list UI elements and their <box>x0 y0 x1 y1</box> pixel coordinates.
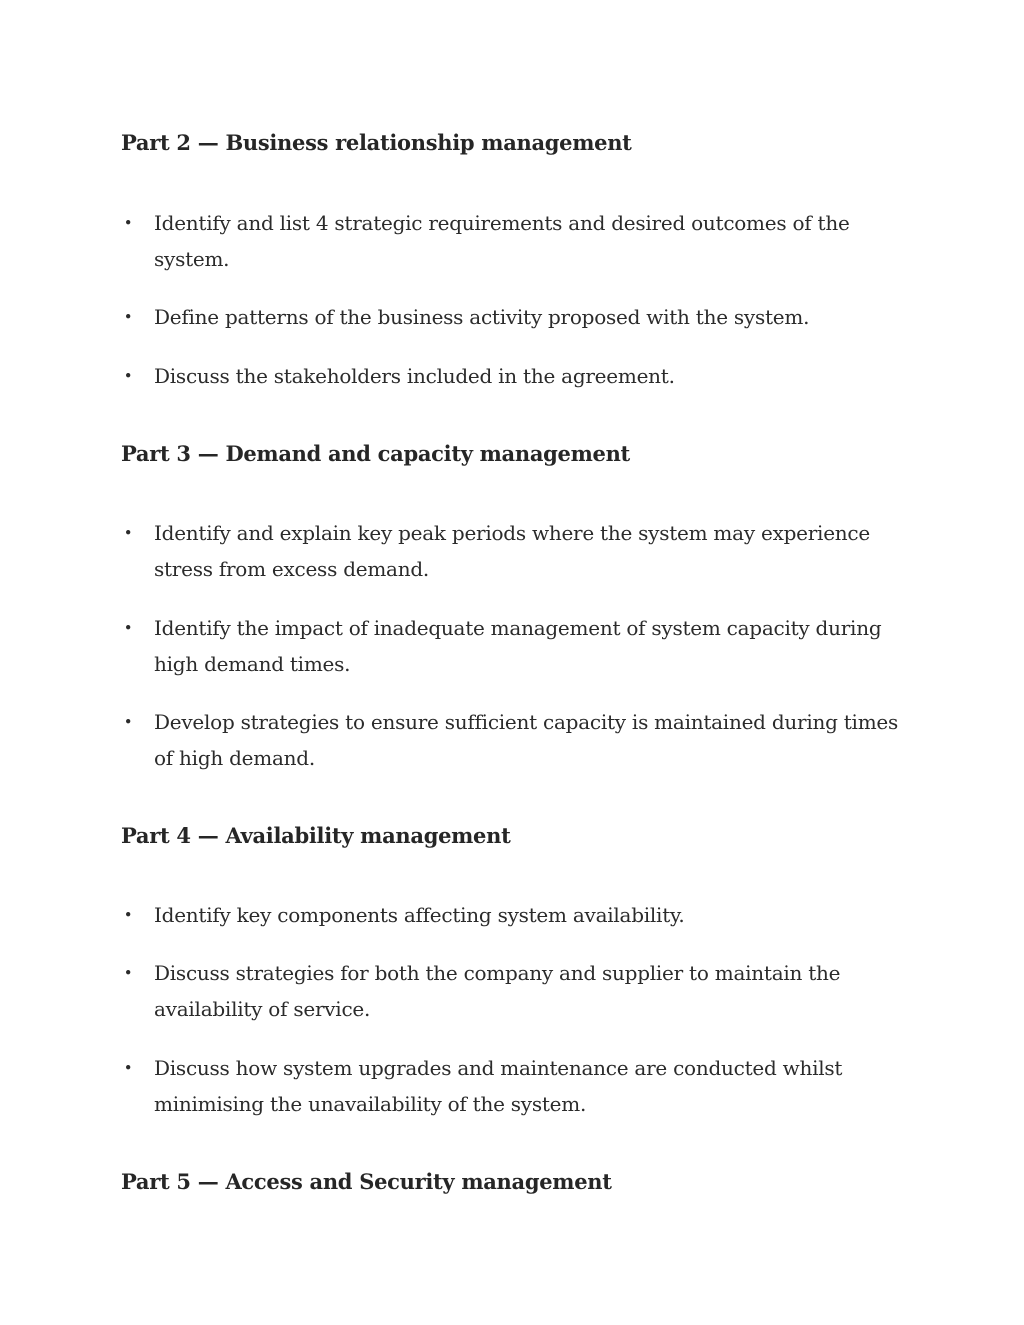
section-heading-part-4: Part 4 — Availability management <box>121 823 511 848</box>
list-item <box>121 205 901 277</box>
list-item-text: Develop strategies to ensure sufficient capacity is maintained during times of high demand. <box>154 710 899 770</box>
list-item-text: Define patterns of the business activity proposed with the system. <box>154 305 810 329</box>
bullet-icon: • <box>123 964 133 982</box>
bullet-icon: • <box>123 367 133 385</box>
list-item <box>121 299 901 335</box>
bullet-icon: • <box>123 906 133 924</box>
list-item-text: Discuss how system upgrades and maintenance are conducted whilst minimising the unavailability of the system. <box>154 1056 843 1116</box>
list-item-text: Identify and list 4 strategic requirements and desired outcomes of the system. <box>154 211 850 271</box>
list-item-text: Discuss the stakeholders included in the agreement. <box>154 364 675 388</box>
list-item-text: Identify and explain key peak periods where the system may experience stress from excess demand. <box>154 521 870 581</box>
list-item <box>121 610 901 682</box>
list-item <box>121 1050 901 1122</box>
bullet-icon: • <box>123 713 133 731</box>
bullet-icon: • <box>123 308 133 326</box>
list-item <box>121 704 901 776</box>
section-heading-part-2: Part 2 — Business relationship management <box>121 130 632 155</box>
section-heading-part-5: Part 5 — Access and Security management <box>121 1169 612 1194</box>
bullet-icon: • <box>123 619 133 637</box>
bullet-icon: • <box>123 524 133 542</box>
list-item <box>121 358 901 394</box>
bullet-icon: • <box>123 1059 133 1077</box>
list-item <box>121 515 901 587</box>
list-item-text: Discuss strategies for both the company and supplier to maintain the availability of service. <box>154 961 841 1021</box>
list-item-text: Identify key components affecting system availability. <box>154 903 685 927</box>
list-item <box>121 955 901 1027</box>
bullet-icon: • <box>123 214 133 232</box>
section-heading-part-3: Part 3 — Demand and capacity management <box>121 441 630 466</box>
list-item <box>121 897 901 933</box>
list-item-text: Identify the impact of inadequate management of system capacity during high demand times. <box>154 616 882 676</box>
